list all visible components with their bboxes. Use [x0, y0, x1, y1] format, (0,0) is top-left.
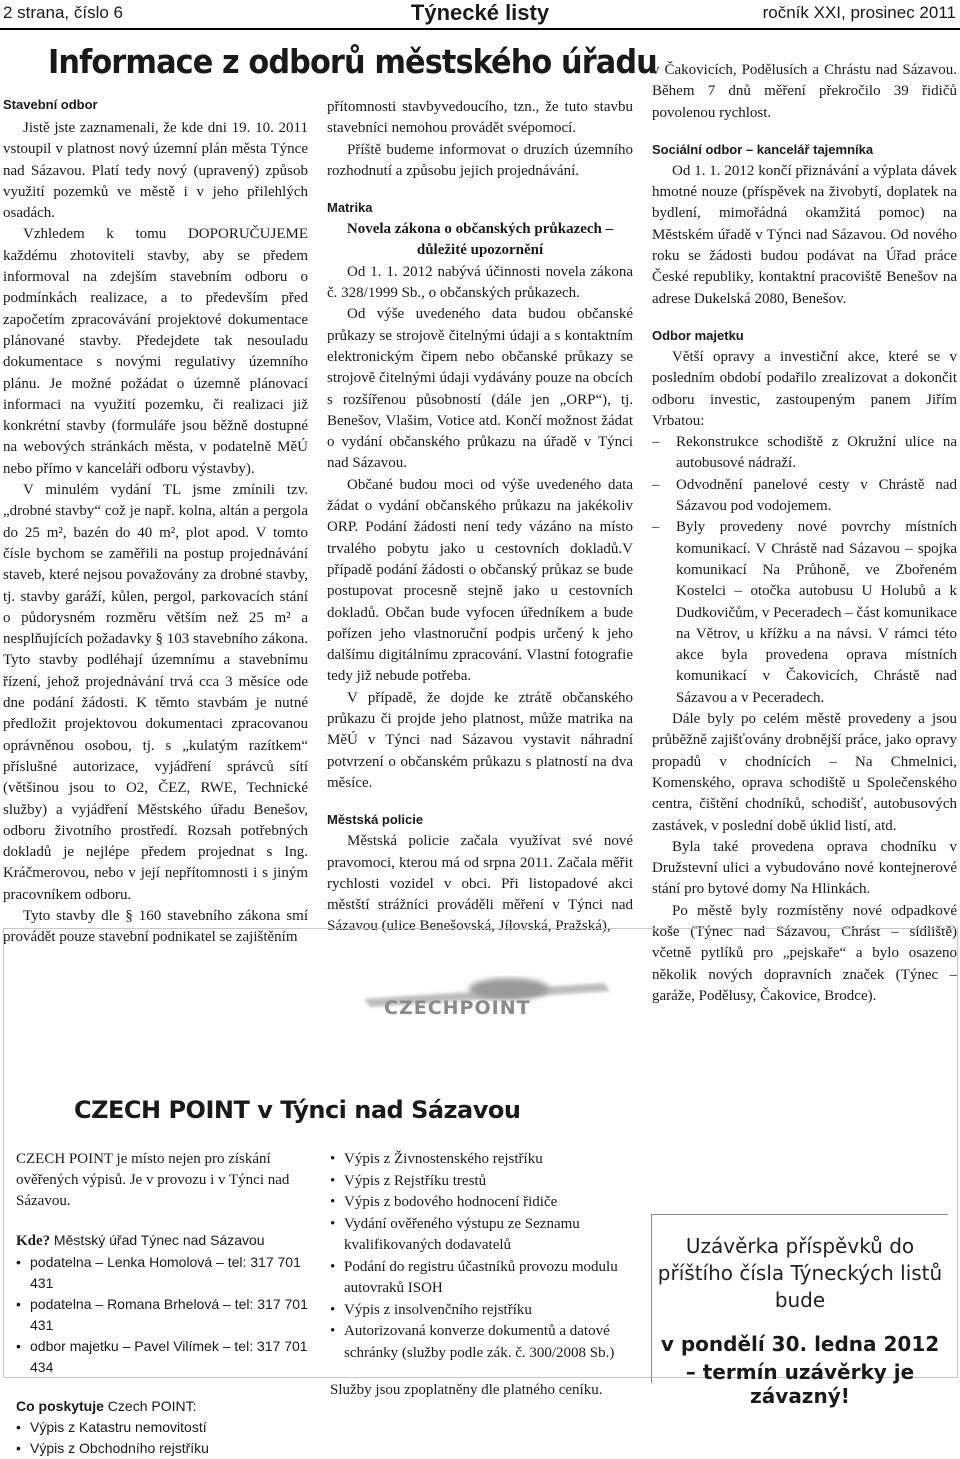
service-item: • Vydání ověřeného výstupu ze Seznamu kvalifikovaných dodavatelů: [330, 1215, 580, 1253]
contacts-list: [16, 1252, 308, 1378]
paragraph: Dále byly po celém městě provedeny a jsou průběžně zajišťovány drobnější práce, jako opravy propadů v chodnících – Na Chmelnici, Komenského, oprava schodiště u Společenského centra, čištění chodníků, schodišť, autobusových zastávek, v poslední době úklid listí, atd.: [652, 711, 957, 834]
deadline-notice: [651, 1214, 948, 1408]
page-header: [0, 0, 960, 30]
paragraph: V případě, že dojde ke ztrátě občanského průkazu či projde jeho platnost, může matrika na MěÚ v Týnci nad Sázavou vystavit náhradní potvrzení o občanském průkazu s platností na dva měsíce.: [327, 689, 633, 791]
services-heading: Co poskytuje Czech POINT:: [16, 1398, 197, 1414]
list-item: – Byly provedeny nové povrchy místních komunikací. V Chrástě nad Sázavou – spojka komunikací Na Průhoně, ve Zbořeném Kostelci – otočka autobusu U Holubů a k Dudkovičům, v Peceradech – část komunikace na Větrov, u křížku a na návsi. V rámci této akce byla provedena oprava místních komunikací v Čakovicích, Chrástě nad Sázavou a v Peceradech.: [652, 519, 957, 706]
paragraph: V minulém vydání TL jsme zmínili tzv. „drobné stavby“ což je např. kolna, altán a pergola do 25 m², bazén do 40 m², plot apod. V tomto čísle bychom se zaměřili na postup projednávání staveb, které nejsou považovány za drobné stavby, tj. stavby garáží, kůlen, pergol, parkovacích stání o půdorysném rozměru větším než 25 m² a nesplňujících požadavky § 103 stavebního zákona. Tyto stavby podléhají územnímu a stavebnímu řízení, jehož projednávání trvá cca 3 měsíce ode dne podání žádosti. K těmto stavbám je nutné předložit projektovou dokumentaci zpracovanou oprávněnou osobou, tj. s „kulatým razítkem“ příslušné autorizace, vyjádření správců sítí (většinou jsou to O2, ČEZ, RWE, Technické služby) a vyjádření Městského úřadu Benešov, odboru životního prostředí. Rozsah potřebných dokladů je nejlépe předem projednat s Ing. Kráčmerovou, nebo v její nepřítomnosti i s jiným pracovníkem odboru.: [3, 482, 308, 903]
article-subtitle: Novela zákona o občanských průkazech – důležité upozornění: [346, 221, 614, 259]
works-list: [652, 432, 957, 709]
service-item: • Výpis z Obchodního rejstříku: [16, 1440, 209, 1456]
contact-item: • podatelna – Lenka Homolová – tel: 317 701 431: [16, 1254, 301, 1291]
section-heading-stavebni: Stavební odbor: [3, 97, 98, 112]
section-heading-socialni: Sociální odbor – kancelář tajemníka: [652, 141, 874, 157]
paragraph: Občané budou moci od výše uvedeného data žádat o vydání občanského průkazu na jakékoliv ORP. Podání žádosti není tedy vázáno na místo trvalého pobytu jako u cestovních dokladů.V případě podání žádosti o občanský průkaz se bude postupovat procesně stejně jako u cestovních dokladů. Občan bude vyfocen úředníkem a bude pořízen jeho vlastnoruční podpis určený k jeho dalšímu digitálnímu zpracování. Vlastní fotografie tedy již nebude potřeba.: [327, 476, 633, 685]
services-list-left: [16, 1417, 308, 1459]
czech-point-logo: [4, 929, 958, 1089]
list-item: – Odvodnění panelové cesty v Chrástě nad Sázavou pod vodojemem.: [652, 476, 957, 515]
page-title: Informace z odborů městského úřadu: [48, 42, 657, 81]
paragraph: v Čakovicích, Podělusích a Chrástu nad Sázavou. Během 7 dnů měření překročilo 39 řidičů povolenou rychlost.: [652, 62, 957, 121]
column-1: [3, 118, 308, 949]
column-2: [327, 97, 633, 938]
czech-point-services: [330, 1149, 630, 1402]
list-item: – Rekonstrukce schodiště z Okružní ulice na autobusové nádraží.: [652, 434, 957, 472]
fee-note: Služby jsou zpoplatněny dle platného ceníku.: [330, 1382, 603, 1398]
notice-warning: – termín uzávěrky je závazný!: [685, 1360, 915, 1408]
issue-info: 2 strana, číslo 6: [3, 3, 124, 22]
notice-date: v pondělí 30. ledna 2012: [660, 1332, 940, 1356]
location-text: Městský úřad Týnec nad Sázavou: [53, 1232, 265, 1248]
paragraph: Tyto stavby dle § 160 stavebního zákona smí provádět pouze stavební podnikatel se zajištěním: [3, 907, 308, 946]
paragraph: Od výše uvedeného data budou občanské průkazy se strojově čitelnými údaji a s kontaktním elektronickým čipem nebo občanské průkazy se strojově čitelnými údaji vydávány pouze na obcích s rozšířenou působností (dále jen „ORP“), tj. Benešov, Vlašim, Votice atd. Končí možnost žádat o vydání občanského průkazu na úřadě v Týnci nad Sázavou.: [327, 306, 633, 472]
paragraph: Městská policie začala využívat své nové pravomoci, kterou má od srpna 2011. Začala měřit rychlosti vozidel v obci. Při listopadové akci městští strážníci prováděli měření v Týnci nad Sázavou (ulice Benešovská, Jílovská, Pražská),: [327, 833, 633, 935]
czech-point-title: CZECH POINT v Týnci nad Sázavou: [74, 1096, 521, 1124]
notice-text: Uzávěrka příspěvků do příštího čísla Týneckých listů bude: [657, 1234, 943, 1312]
logo-text: CZECHPOINT: [384, 997, 531, 1019]
column-3: [652, 60, 957, 1007]
service-item: • Podání do registru účastníků provozu modulu autovraků ISOH: [330, 1258, 618, 1296]
paragraph: Příště budeme informovat o druzích územního rozhodnutí a způsobu jejich projednávání.: [327, 141, 633, 179]
service-item: • Výpis z bodového hodnocení řidiče: [330, 1194, 558, 1210]
newspaper-title: Týnecké listy: [410, 0, 550, 25]
service-item: • Výpis z Katastru nemovitostí: [16, 1419, 207, 1435]
paragraph: přítomnosti stavbyvedoucího, tzn., že tuto stavbu stavebníci nemohou provádět svépomocí.: [327, 99, 633, 137]
paragraph: Větší opravy a investiční akce, které se v posledním období podařilo zrealizovat a dokončit odboru investic, zastoupeným panem Jiřím Vrbatou:: [652, 348, 957, 429]
section-heading-policie: Městská policie: [327, 812, 424, 828]
service-item: • Výpis z Živnostenského rejstříku: [330, 1151, 543, 1167]
czech-point-info: [16, 1149, 308, 1459]
service-item: • Autorizovaná konverze dokumentů a datové schránky (služby podle zák. č. 300/2008 Sb.): [330, 1323, 615, 1361]
paragraph: Jistě jste zaznamenali, že kde dni 19. 10. 2011 vstoupil v platnost nový územní plán města Týnce nad Sázavou. Platí tedy nový (upravený) způsob využití pozemků ve městě i v jeho přilehlých osadách.: [3, 120, 308, 222]
volume-info: ročník XXI, prosinec 2011: [762, 3, 956, 22]
section-heading-matrika: Matrika: [327, 200, 373, 216]
paragraph: Od 1. 1. 2012 nabývá účinnosti novela zákona č. 328/1999 Sb., o občanských průkazech.: [327, 263, 633, 302]
paragraph: Od 1. 1. 2012 končí přiznávání a výplata dávek hmotné nouze (příspěvek na živobytí, doplatek na bydlení, mimořádná okamžitá pomoc) na Městském úřadě v Týnci nad Sázavou. Od nového roku se žádosti budou podávat na Úřad práce České republiky, kontaktní pracoviště Benešov na adrese Dukelská 2080, Benešov.: [652, 162, 957, 307]
paragraph: Vzhledem k tomu DOPORUČUJEME každému zhotoviteli stavby, aby se předem informoval na zdejším stavebním odboru o podmínkách realizace, a to především před započetím zpracovávání projektové dokumentace plánované stavby. Předejdete tak nesouladu dokumentace s novými regulativy územního plánu. Je možné požádat o územně plánovací informaci na využití pozemku, či realizaci již konkrétní stavby (formuláře jsou běžně dostupné na webových stránkách města, v podatelně MěÚ nebo přímo v kanceláři odboru výstavby).: [3, 226, 308, 477]
paragraph: CZECH POINT je místo nejen pro získání ověřených výpisů. Je v provozu i v Týnci nad Sázavou.: [16, 1151, 290, 1209]
paragraph: Byla také provedena oprava chodníku v Družstevní ulici a vybudováno nové kontejnerové stání pro bytové domy Na Hlinkách.: [652, 838, 957, 898]
paragraph: Po městě byly rozmístěny nové odpadkové koše (Týnec nad Sázavou, Chrást – sídliště) včetně pytlíků pro „pejskaře“ a bylo osazeno několik nových dopravních značek (Týnec – garáže, Podělusy, Čakovice, Brodce).: [652, 902, 957, 1004]
services-list-right: [330, 1149, 630, 1364]
co-label: Co poskytuje: [16, 1398, 104, 1414]
location-line: [16, 1230, 308, 1252]
section-heading-majetek: Odbor majetku: [652, 327, 744, 343]
contact-item: • odbor majetku – Pavel Vilímek – tel: 317 701 434: [16, 1338, 308, 1375]
service-item: • Výpis z insolvenčního rejstříku: [330, 1301, 532, 1318]
contact-item: • podatelna – Romana Brhelová – tel: 317 701 431: [16, 1296, 308, 1333]
service-item: • Výpis z Rejstříku trestů: [330, 1172, 487, 1189]
kde-label: Kde?: [16, 1233, 51, 1249]
